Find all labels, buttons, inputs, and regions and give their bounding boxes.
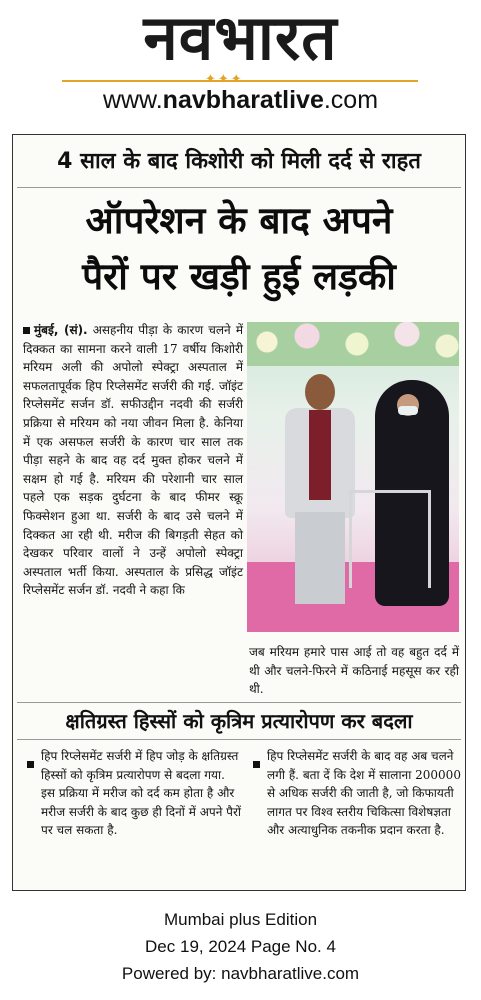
column-right-text: हिप रिप्लेसमेंट सर्जरी के बाद वह अब चलने लगी हैं. बता दें कि देश में सालाना 200000 से अधिक सर्जरी की जाती है, जो किफायती लागत पर विश्व स्तरीय चिकित्सा विशेषज्ञता और अत्याधुनिक तकनीक प्रदान करता है.: [267, 749, 461, 838]
article-headline: ऑपरेशन के बाद अपने पैरों पर खड़ी हुई लड़की: [82, 199, 396, 298]
edition-date-page: Dec 19, 2024 Page No. 4: [145, 937, 336, 956]
powered-by[interactable]: Powered by: navbharatlive.com: [121, 964, 360, 983]
article-kicker: 4 साल के बाद किशोरी को मिली दर्द से राहत: [57, 149, 421, 174]
sparkle-icon: ✦✦✦: [205, 72, 244, 87]
dateline: मुंबई, (सं).: [34, 323, 88, 337]
masthead: [0, 0, 481, 120]
website-url[interactable]: www.navbharatlive.com: [102, 86, 379, 114]
news-clipping: [12, 134, 466, 891]
floral-backdrop: [247, 322, 459, 366]
divider: [17, 739, 461, 740]
lead-continuation: जब मरियम हमारे पास आई तो वह बहुत दर्द में थी और चलने-फिरने में कठिनाई महसूस कर रही थी.: [249, 645, 459, 697]
divider: [17, 702, 461, 703]
walker-frame: [349, 490, 431, 588]
bullet-square-icon: [27, 761, 34, 768]
article-lead-paragraph: [23, 321, 243, 600]
article-subheading: क्षतिग्रस्त हिस्सों को कृत्रिम प्रत्यारोपण कर बदला: [65, 709, 413, 733]
edition-name: Mumbai plus Edition: [163, 910, 318, 929]
edition-footer: [0, 906, 481, 987]
lead-text: असहनीय पीड़ा के कारण चलने में दिक्कत का सामना करने वाली 17 वर्षीय किशोरी मरियम अली की अपोलो स्पेक्ट्रा अस्पताल में सफलतापूर्वक हिप रिप्लेसमेंट सर्जरी की गई. जॉइंट रिप्लेसमेंट सर्जन डॉ. सफीउद्दीन नदवी की सर्जरी प्रक्रिया से मरियम को नया जीवन मिला है. केनिया में एक असफल सर्जरी के कारण चार साल तक पीड़ा सहने के बाद वह दर्द मुक्त होकर चलने में सक्षम हो गई है. मरियम की परेशानी चार साल पहले एक सड़क दुर्घटना के बाद फीमर स्क्रू फिक्सेशन हुआ था. सर्जरी के बाद उसे चलने में दिक्कत आ रही थी. मरीज की बिगड़ती सेहत को देखकर परिवार वालों ने उन्हें अपोलो स्पेक्ट्रा अस्पताल भर्ती किया. अस्पताल के प्रसिद्ध जॉइंट रिप्लेसमेंट सर्जन डॉ. नदवी ने कहा कि: [23, 323, 243, 598]
column-left-text: हिप रिप्लेसमेंट सर्जरी में हिप जोड़ के क्षतिग्रस्त हिस्सों को कृत्रिम प्रत्यारोपण से बदला गया. इस प्रक्रिया में मरीज को दर्द कम होता है और मरीज सर्जरी के बाद कुछ ही दिनों में अपने पैरों पर चल सकता है.: [41, 749, 242, 838]
newspaper-logo: नवभारत: [143, 1, 338, 74]
article-photo: [247, 322, 459, 632]
bullet-square-icon: [253, 761, 260, 768]
divider: [17, 187, 461, 188]
bullet-square-icon: [23, 327, 30, 334]
